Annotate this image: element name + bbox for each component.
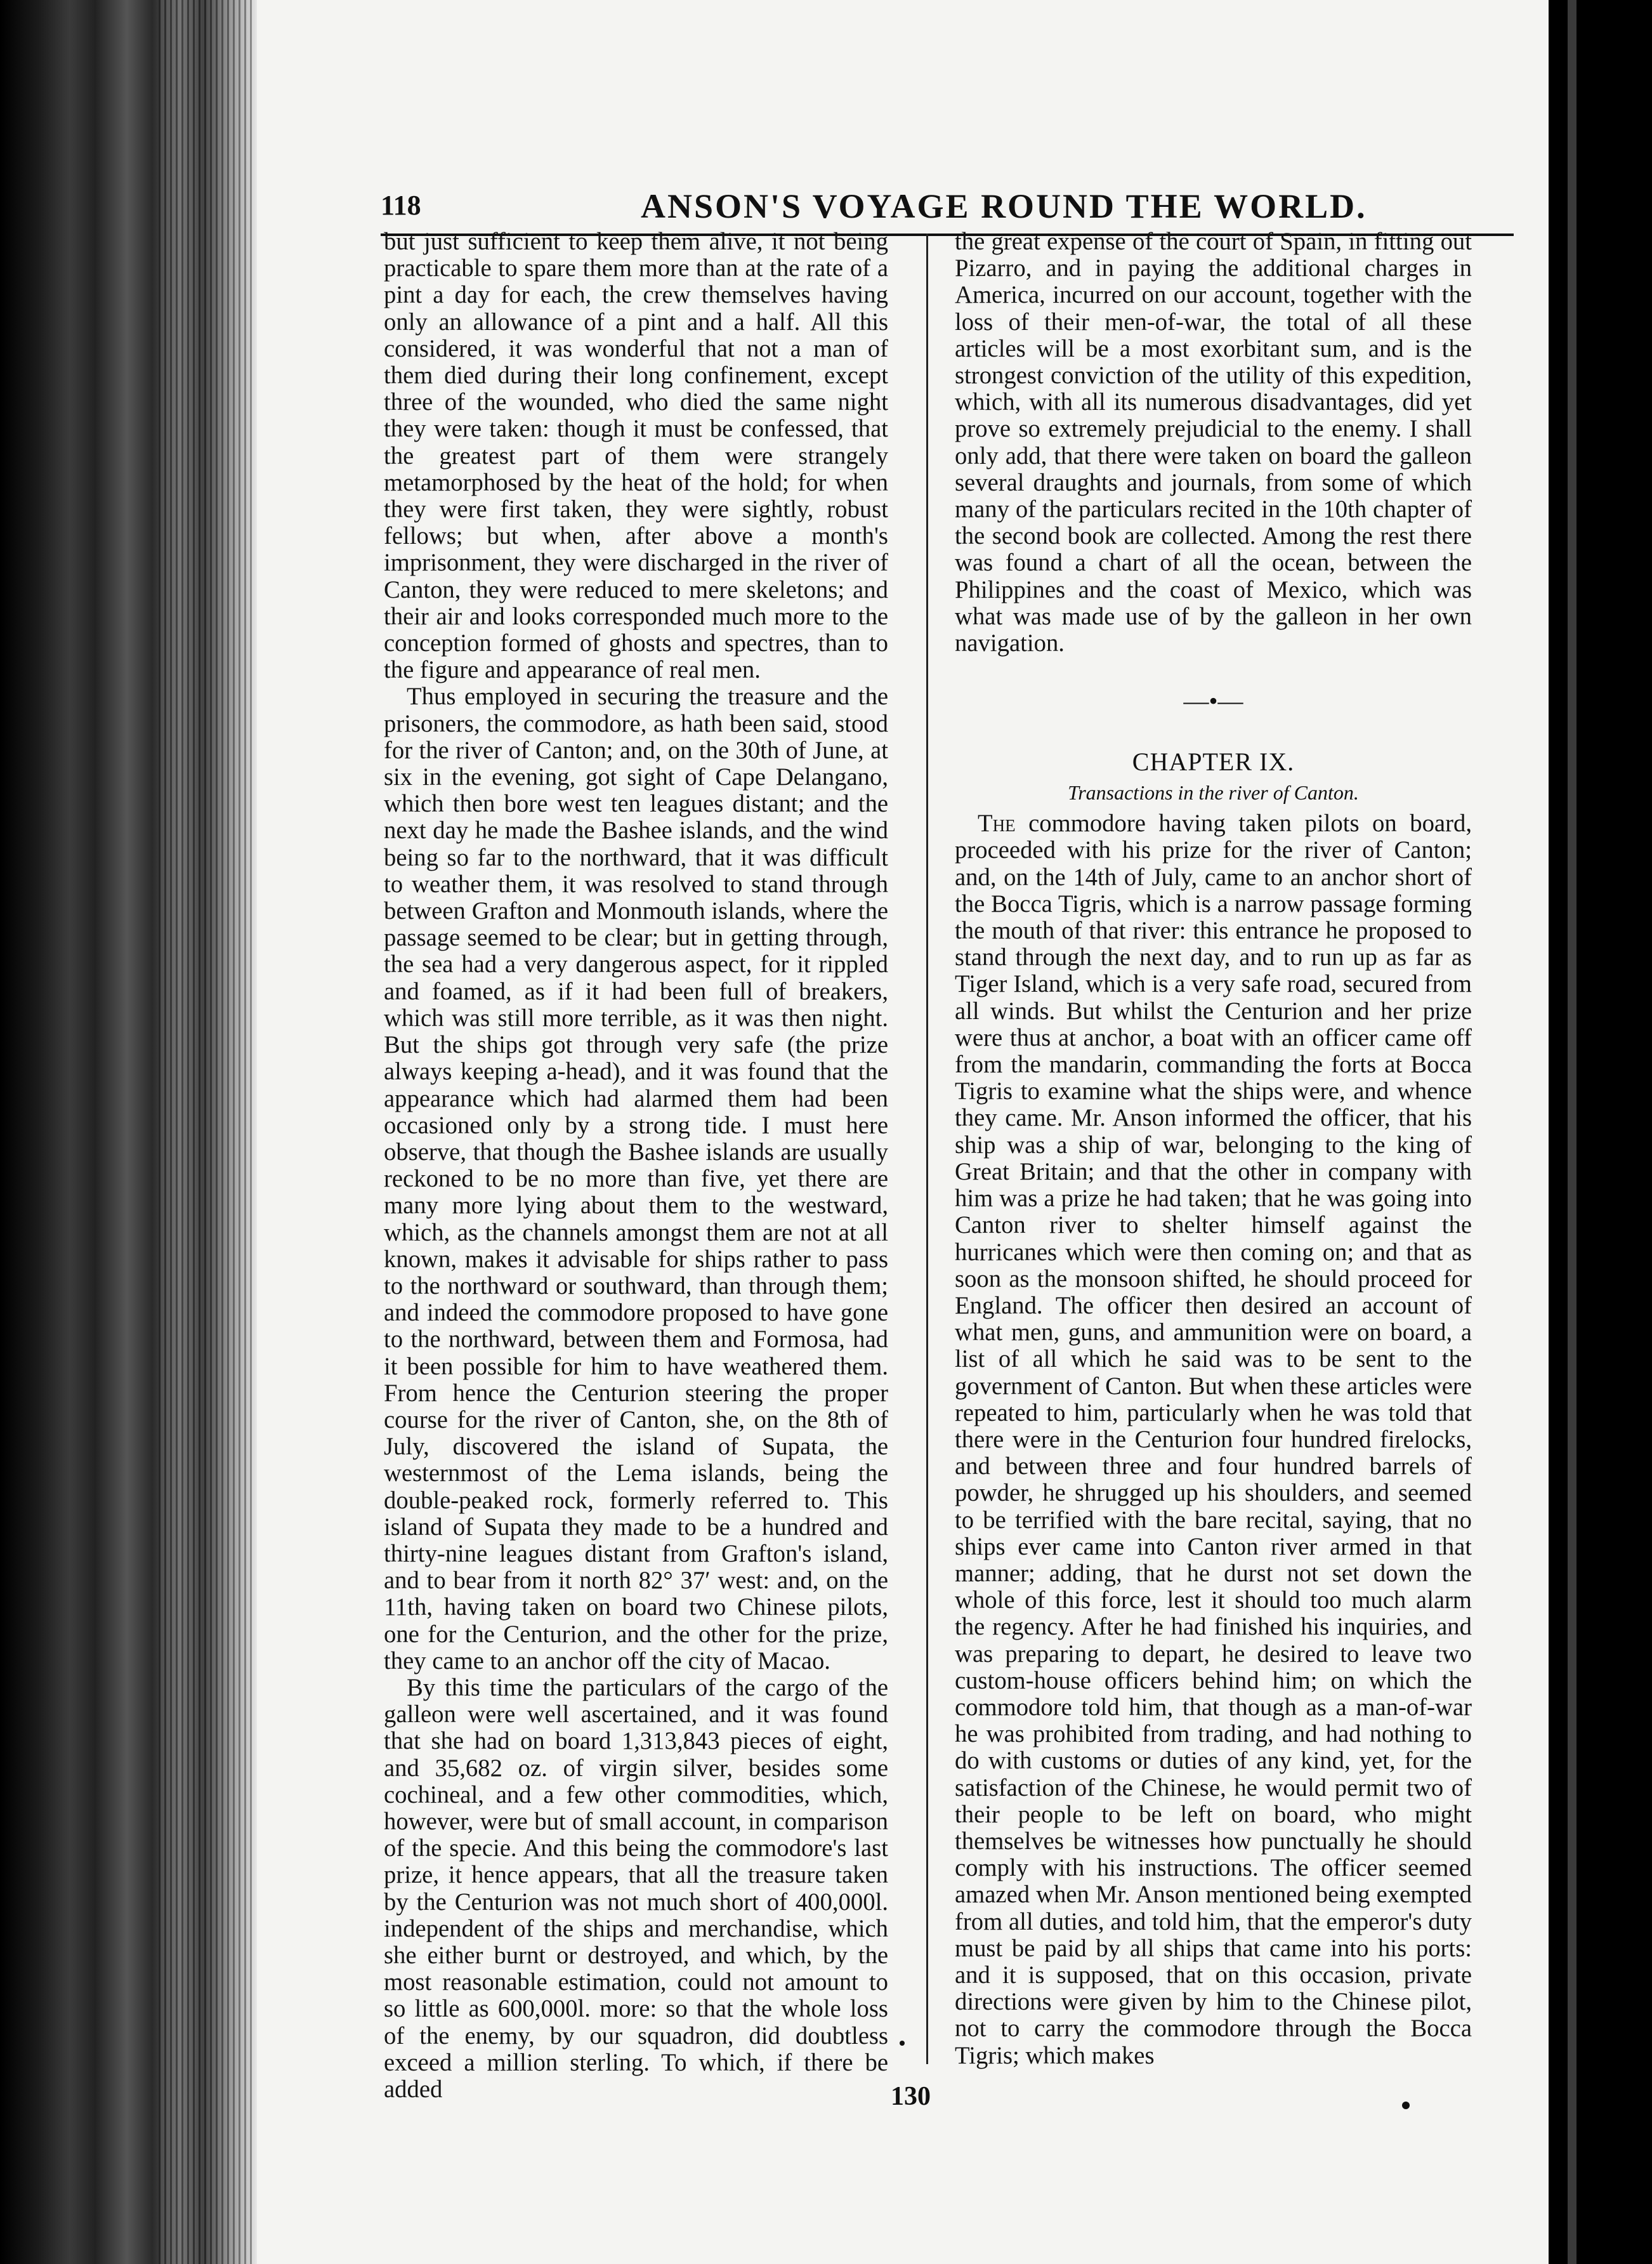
facing-page-strip (1568, 0, 1577, 2264)
left-column (384, 228, 888, 2103)
chapter-first-word: The (978, 810, 1016, 838)
spine-page-edges (159, 0, 254, 2264)
paragraph: but just sufficient to keep them alive, it not being practicable to spare them more than at the rate of a pint a day for each, the crew themselves having only an allowance of a pint and a half. All this considered, it was wonderful that not a man of them died during their long confinement, except three of the wounded, who died the same night they were taken: though it must be confessed, that the greatest part of them were strangely metamorphosed by the heat of the hold; for when they were first taken, they were sightly, robust fellows; but when, after above a month's imprisonment, they were discharged in the river of Canton, they were reduced to mere skeletons; and their air and looks corresponded much more to the conception formed of ghosts and spectres, than to the figure and appearance of real men. (384, 228, 888, 684)
chapter-paragraph (955, 810, 1472, 2069)
right-page-edge (1549, 0, 1652, 2264)
section-ornament: —•— (1183, 687, 1243, 716)
right-column (955, 228, 1472, 2069)
ink-speck (1402, 2102, 1410, 2109)
paragraph: By this time the particulars of the cargo of the galleon were well ascertained, and it was found that she had on board 1,313,843 pieces of eight, and 35,682 oz. of virgin silver, besides some cochineal, and a few other commodities, which, however, were but of small account, in comparison of the specie. And this being the commodore's last prize, it hence appears, that all the treasure taken by the Centurion was not much short of 400,000l. independent of the ships and merchandise, which she either burnt or destroyed, and which, by the most reasonable estimation, could not amount to so little as 600,000l. more: so that the whole loss of the enemy, by our squadron, did doubtless exceed a million sterling. To which, if there be added (384, 1674, 888, 2103)
paragraph: the great expense of the court of Spain, in fitting out Pizarro, and in paying the additional charges in America, incurred on our account, together with the loss of their men-of-war, the total of all these articles will be a most exorbitant sum, and is the strongest conviction of the utility of this expedition, which, with all its numerous disadvantages, did yet prove so extremely prejudicial to the enemy. I shall only add, that there were taken on board the galleon several draughts and journals, from some of which many of the particulars recited in the 10th chapter of the second book are collected. Among the rest there was found a chart of all the ocean, between the Philippines and the coast of Mexico, which was what was made use of by the galleon in her own navigation. (955, 228, 1472, 657)
book-spine (0, 0, 257, 2264)
column-divider (926, 234, 928, 2064)
chapter-subtitle: Transactions in the river of Canton. (1068, 781, 1359, 805)
page-header (381, 185, 1514, 227)
paragraph: Thus employed in securing the treasure and the prisoners, the commodore, as hath been said, stood for the river of Canton; and, on the 30th of June, at six in the evening, got sight of Cape Delangano, which then bore west ten leagues distant; and the next day he made the Bashee islands, and the wind being so far to the northward, that it was difficult to weather them, it was resolved to stand through between Grafton and Monmouth islands, where the passage seemed to be clear; but in getting through, the sea had a very dangerous aspect, for it rippled and foamed, as if it had been full of breakers, which was still more terrible, as it was then night. But the ships got through very safe (the prize always keeping a-head), and it was found that the appearance which had alarmed them had been occasioned only by a strong tide. I must here observe, that though the Bashee islands are usually reckoned to be no more than five, yet there are many more lying about them to the westward, which, as the channels amongst them are not at all known, makes it advisable for ships rather to pass to the northward or southward, than through them; and indeed the commodore proposed to have gone to the northward, between them and Formosa, had it been possible for him to have weathered them. From hence the Centurion steering the proper course for the river of Canton, she, on the 8th of July, discovered the island of Supata, the westernmost of the Lema islands, being the double-peaked rock, formerly referred to. This island of Supata they made to be a hundred and thirty-nine leagues distant from Grafton's island, and to bear from it north 82° 37′ west: and, on the 11th, having taken on board two Chinese pilots, one for the Centurion, and the other for the prize, they came to an anchor off the city of Macao. (384, 683, 888, 1675)
footer-page-number: 130 (891, 2082, 931, 2111)
page-number: 118 (381, 190, 421, 221)
chapter-title: CHAPTER IX. (1132, 747, 1295, 777)
chapter-body-text: commodore having taken pilots on board, proceeded with his prize for the river of Canton; and, on the 14th of July, came to an anchor short of the Bocca Tigris, which is a narrow passage forming the mouth of that river: this entrance he proposed to stand through the next day, and to run up as far as Tiger Island, which is a very safe road, secured from all winds. But whilst the Centurion and her prize were thus at anchor, a boat with an officer came off from the mandarin, commanding the forts at Bocca Tigris to examine what the ships were, and whence they came. Mr. Anson informed the officer, that his ship was a ship of war, belonging to the king of Great Britain; and that the other in company with him was a prize he had taken; that he was going into Canton river to shelter himself against the hurricanes which were then coming on; and that as soon as the monsoon shifted, he should proceed for England. The officer then desired an account of what men, guns, and ammunition were on board, a list of all which he said was to be sent to the government of Canton. But when these articles were repeated to him, particularly when he was told that there were in the Centurion four hundred firelocks, and between three and four hundred barrels of powder, he shrugged up his shoulders, and seemed to be terrified with the bare recital, saying, that no ships ever came into Canton river armed in that manner; adding, that he durst not set down the whole of this force, lest it should too much alarm the regency. After he had finished his inquiries, and was preparing to depart, he desired to leave two custom-house officers behind him; on which the commodore told him, that though as a man-of-war he was prohibited from trading, and had nothing to do with customs or duties of any kind, yet, for the satisfaction of the Chinese, he would permit two of their people to be left on board, who might themselves be witnesses how punctually he should comply with his instructions. The officer seemed amazed when Mr. Anson mentioned being exempted from all duties, and told him, that the emperor's duty must be paid by all ships that came into his ports: and it is supposed, that on this occasion, private directions were given by him to the Chinese pilot, not to carry the commodore through the Bocca Tigris; which makes (955, 810, 1472, 2069)
ink-speck (900, 2041, 905, 2046)
running-title: ANSON'S VOYAGE ROUND THE WORLD. (641, 187, 1367, 225)
